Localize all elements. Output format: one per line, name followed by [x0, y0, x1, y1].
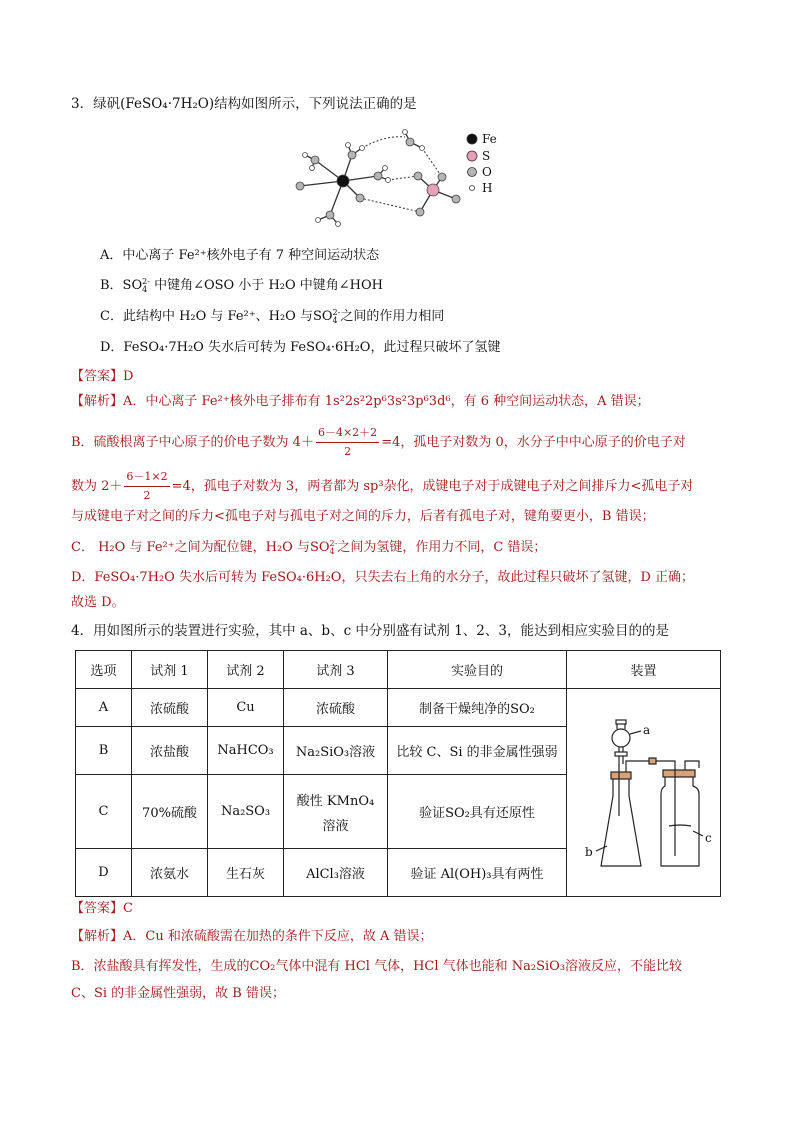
q4-explanation-a: 【解析】A．Cu 和浓硫酸需在加热的条件下反应，故 A 错误； — [71, 929, 433, 944]
q3-option-a: A．中心离子 Fe²⁺核外电子有 7 种空间运动状态 — [100, 248, 380, 263]
q3-option-d: D．FeSO₄·7H₂O 失水后可转为 FeSO₄·6H₂O，此过程只破坏了氢键 — [100, 340, 501, 355]
q3-explanation-b-line2: 数为 2＋ $\frac{6-1\times 2}{2}$ =4，孤电子对数为 3，两者都为 sp³杂化，成键电子对于成键电子对之间排斥力<孤电子对 — [71, 468, 693, 505]
q4-answer: 【答案】C — [71, 901, 133, 916]
legend-h-marker — [470, 186, 475, 191]
q4-explanation-b-line2: C、Si 的非金属性强弱，故 B 错误； — [71, 986, 285, 1001]
legend-h-label: H — [482, 181, 493, 195]
label-c: c — [705, 830, 712, 845]
apparatus-cell — [567, 689, 721, 897]
q4-reagent-table — [75, 650, 721, 897]
legend-fe-label: Fe — [482, 132, 497, 146]
header-option: 选项 — [76, 651, 132, 689]
q3-stem: 3．绿矾(FeSO₄·7H₂O)结构如图所示，下列说法正确的是 — [71, 96, 417, 112]
sulfate-ion-charge: 2- 4 — [142, 276, 150, 294]
q4-stem: 4．用如图所示的装置进行实验，其中 a、b、c 中分别盛有试剂 1、2、3，能达到相应实验目的的是 — [71, 623, 669, 639]
green-vitriol-structure-diagram — [290, 120, 510, 235]
q3-option-c: C．此结构中 H₂O 与 Fe²⁺、H₂O 与SO 2- 4 之间的作用力相同 — [100, 307, 445, 325]
q3-explanation-a: 【解析】A．中心离子 Fe²⁺核外电子排布有 1s²2s²2p⁶3s²3p⁶3d⁶，有 6 种空间运动状态，A 错误； — [71, 394, 650, 409]
q3-answer: 【答案】D — [71, 369, 134, 384]
table-row: B 浓盐酸 NaHCO₃ Na₂SiO₃溶液 比较 C、Si 的非金属性强弱 — [76, 727, 721, 775]
label-a: a — [643, 722, 651, 737]
legend-o-label: O — [482, 165, 492, 179]
table-row: C 70%硫酸 Na₂SO₃ 酸性 KMnO₄ 溶液 验证SO₂具有还原性 — [76, 775, 721, 849]
table-row: D 浓氨水 生石灰 AlCl₃溶液 验证 Al(OH)₃具有两性 — [76, 849, 721, 897]
header-goal: 实验目的 — [388, 651, 567, 689]
legend-fe-marker — [467, 134, 477, 144]
q4-explanation-b-line1: B．浓盐酸具有挥发性，生成的CO₂气体中混有 HCl 气体，HCl 气体也能和 Na₂SiO₃溶液反应，不能比较 — [71, 959, 683, 974]
header-apparatus: 装置 — [567, 651, 721, 689]
legend-s-label: S — [482, 149, 491, 163]
fraction: $\frac{6-1\times 2}{2}$ — [126, 470, 168, 502]
label-b: b — [585, 844, 593, 859]
table-row: A 浓硫酸 Cu 浓硫酸 制备干燥纯净的SO₂ a b c — [76, 689, 721, 727]
header-reagent-3: 试剂 3 — [284, 651, 388, 689]
legend-o-marker — [468, 168, 477, 177]
q3-option-b: B．SO 2- 4 中键角∠OSO 小于 H₂O 中键角∠HOH — [100, 276, 384, 294]
q3-explanation-b-line1: B．硫酸根离子中心原子的价电子数为 4＋ $\frac{6-4\times 2+2}{2}$ =4，孤电子对数为 0，水分子中中心原子的价电子对 — [71, 424, 686, 461]
legend-s-marker — [467, 151, 477, 161]
q3-explanation-d: D．FeSO₄·7H₂O 失水后可转为 FeSO₄·6H₂O，只失去右上角的水分子，故此过程只破坏了氢键，D 正确； — [71, 570, 695, 585]
apparatus-diagram — [571, 706, 716, 876]
q3-explanation-c: C． H₂O 与 Fe²⁺之间为配位键，H₂O 与SO 2- 4 之间为氢键，作用力不同，C 错误； — [71, 538, 547, 556]
q3-conclusion: 故选 D。 — [71, 595, 125, 610]
fraction: $\frac{6-4\times 2+2}{2}$ — [317, 426, 378, 458]
header-reagent-2: 试剂 2 — [208, 651, 284, 689]
structure-legend — [467, 132, 497, 195]
q3-explanation-b-line3: 与成键电子对之间的斥力<孤电子对与孤电子对之间的斥力，后者有孤电子对，键角要更小，B 错误； — [71, 509, 655, 524]
header-reagent-1: 试剂 1 — [132, 651, 208, 689]
